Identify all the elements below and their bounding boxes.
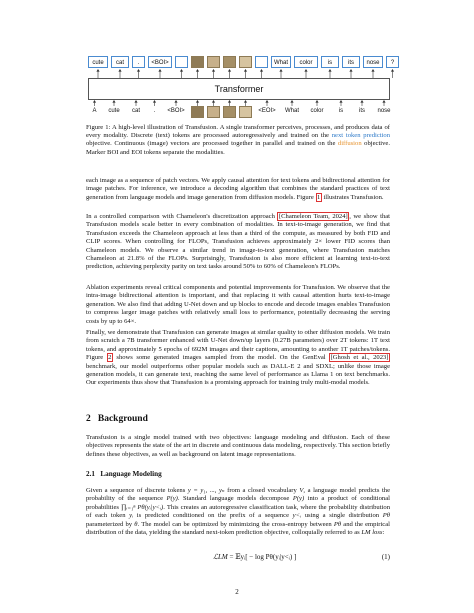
figure-ref-2[interactable]: 2 xyxy=(108,354,112,362)
p6-m1: y = y₁, ..., yₙ xyxy=(187,487,225,494)
para1-text-b: illustrates Transfusion. xyxy=(321,193,384,201)
input-arrow-head xyxy=(265,100,268,103)
input-token: What xyxy=(284,108,299,114)
input-image-patch xyxy=(223,106,236,118)
para4-text-b: shows some generated images sampled from the model. On the GenEval xyxy=(112,354,330,362)
input-token: cute xyxy=(108,108,120,114)
output-token: . xyxy=(132,56,145,68)
input-token: its xyxy=(359,108,365,114)
input-token: is xyxy=(338,108,344,114)
input-arrow-head xyxy=(134,100,137,103)
input-arrow-head xyxy=(315,100,318,103)
input-token: color xyxy=(310,108,324,114)
p6-t4: . Standard language models decompose xyxy=(177,495,293,503)
subsection-title: Language Modeling xyxy=(100,470,162,478)
input-arrow-head xyxy=(93,100,96,103)
output-arrow-head xyxy=(244,69,247,72)
input-image-patch xyxy=(191,106,204,118)
para4-text-c: benchmark, our model outperforms other popular models such as DALL-E 2 and SDXL; unlike those image generation models, it can generate text, reaching the same level of performance as Llama 1 on text benchmarks. Our experiments thus show that Transfusion is a promising approach for training truly multi-modal models. xyxy=(86,362,390,387)
para3-text: Ablation experiments reveal critical components and potential improvements for Transfusion. We observe that the intra-image bidirectional attention is important, and that replacing it with causal attention hurts text-to-image generation. We also find that adding U-Net down and up blocks to encode and decode images enables Transfusion to compress larger image patches with relatively small loss to performance, potentially decreasing the serving costs by up to 64×. xyxy=(86,284,390,325)
paragraph-6 xyxy=(86,487,390,537)
input-token: A xyxy=(92,108,97,114)
para4-text-a: Finally, we demonstrate that Transfusion can generate images at similar quality to other diffusion models. We train from scratch a 7B transformer enhanced with U-Net down/up layers (0.27B parameters) over 2T tokens: 1T text tokens, and approximately 5 epochs of 692M images and their captions, amounting to another 1T patches/tokens. Figure xyxy=(86,329,390,362)
output-token: ? xyxy=(386,56,399,68)
figure-ref-1[interactable]: 1 xyxy=(317,193,321,201)
input-arrow-head xyxy=(153,100,156,103)
input-arrow-head xyxy=(228,100,231,103)
p6-em: LM loss xyxy=(361,529,383,537)
output-token: its xyxy=(342,56,360,68)
input-arrow-head xyxy=(382,100,385,103)
input-arrow-head xyxy=(174,100,177,103)
output-token: <BOI> xyxy=(148,56,172,68)
p6-t7: is predicted conditioned on the prefix of a sequence xyxy=(133,512,293,520)
paragraph-2 xyxy=(86,213,390,272)
output-token: color xyxy=(294,56,318,68)
page-number: 2 xyxy=(235,588,239,596)
p6-m6: yᵢ xyxy=(129,512,134,520)
p6-t10: . The model can be optimized by minimizing the cross-entropy between xyxy=(137,520,334,528)
input-arrow-head xyxy=(212,100,215,103)
output-arrow-head xyxy=(328,69,331,72)
output-arrow-head xyxy=(304,69,307,72)
p6-m7: y<ᵢ xyxy=(292,512,302,520)
p6-m8: Pθ xyxy=(382,512,390,520)
transformer-block: Transformer xyxy=(88,78,390,100)
input-arrow-head xyxy=(290,100,293,103)
output-arrow-head xyxy=(349,69,352,72)
equation-rhs: = 𝔼yᵢ[ − log Pθ(yᵢ|y<ᵢ) ] xyxy=(229,553,297,561)
subsection-heading-lm xyxy=(86,470,162,478)
output-arrow-head xyxy=(391,69,394,72)
section-heading-background xyxy=(86,414,148,424)
p6-m2: V xyxy=(299,487,304,494)
output-arrow-head xyxy=(118,69,121,72)
input-arrow-head xyxy=(196,100,199,103)
para2-text-a: In a controlled comparison with Chameleon's discretization approach xyxy=(86,213,278,220)
caption-text-2: objective. Continuous (image) vectors are processed together in parallel and trained on the xyxy=(86,140,338,148)
input-arrow-head xyxy=(112,100,115,103)
para5-text: Transfusion is a single model trained with two objectives: language modeling and diffusion. Each of these objectives represents the state of the art in discrete and continuous data modeling, respectively. This section briefly defines these objectives, as well as background on latent image representations. xyxy=(86,434,390,458)
p6-t11: and the empirical distribution of the data, yielding the standard next-token prediction objective, colloquially referred to as xyxy=(86,520,390,537)
output-arrow-head xyxy=(196,69,199,72)
equation-body xyxy=(213,553,296,561)
output-token: What xyxy=(271,56,291,68)
output-arrow-head xyxy=(96,69,99,72)
output-arrow-head xyxy=(212,69,215,72)
input-token: <EOI> xyxy=(258,108,276,114)
input-image-patch xyxy=(239,106,252,118)
output-arrow-head xyxy=(371,69,374,72)
paragraph-4 xyxy=(86,329,390,388)
output-arrow-head xyxy=(180,69,183,72)
input-image-patch xyxy=(207,106,220,118)
p6-t9: parameterized by xyxy=(86,520,135,528)
p6-t3: , a language model predicts the probability of the sequence xyxy=(86,487,391,503)
input-token: <BOI> xyxy=(167,108,185,114)
equation-lhs: ℒLM xyxy=(213,553,228,561)
section-number: 2 xyxy=(86,414,91,424)
section-title: Background xyxy=(97,414,148,424)
input-arrow-head xyxy=(244,100,247,103)
caption-text-3: objective. Marker BOI and EOI tokens separate the modalities. xyxy=(86,140,390,156)
input-token: cat xyxy=(131,108,140,114)
equation-1 xyxy=(86,553,390,563)
citation-chameleon[interactable]: [Chameleon Team, 2024] xyxy=(278,213,348,220)
para1-text-a: each image as a sequence of patch vectors. We apply causal attention for text tokens and bidirectional attention for image patches. For inference, we introduce a decoding algorithm that combines the standard practices of text generation from language models and image generation from diffusion models. Figure xyxy=(86,177,390,201)
p6-m3: P(y) xyxy=(166,495,178,503)
output-token: nose xyxy=(363,56,383,68)
p6-t12: : xyxy=(382,529,385,537)
subsection-number: 2.1 xyxy=(86,470,95,478)
output-arrow-head xyxy=(137,69,140,72)
input-token-row xyxy=(88,106,397,118)
para2-text-b: , we show that Transfusion models scale better in every combination of modalities. In text-to-image generation, we find that Transfusion exceeds the Chameleon approach at less than a third of the compute, as measured by both FID and CLIP scores. When controlling for FLOPs, Transfusion achieves approximately 2× lower FID scores than Chameleon models. We observe a similar trend in image-to-text generation, where Transfusion matches Chameleon at 21.8% of the FLOPs. Surprisingly, Transfusion is also more efficient at learning text-to-text prediction, achieving perplexity parity on text tasks around 50% to 60% of Chameleon's FLOPs. xyxy=(86,213,391,271)
paragraph-3 xyxy=(86,284,390,326)
output-token: cat xyxy=(111,56,129,68)
p6-m10: Pθ xyxy=(333,520,342,528)
p6-m4: P(y) xyxy=(292,495,305,503)
output-arrow-head xyxy=(279,69,282,72)
input-token: . xyxy=(153,108,156,114)
input-arrow-head xyxy=(360,100,363,103)
p6-t5: into a product of conditional probabilities xyxy=(86,495,390,511)
p6-m5: ∏ᵢ₌₁ⁿ Pθ(yᵢ|y<ᵢ) xyxy=(121,503,164,511)
input-arrow-head xyxy=(339,100,342,103)
caption-text-1: Figure 1: A high-level illustration of Transfusion. A single transformer perceives, processes, and produces data of every modality. Discrete (text) tokens are processed autoregressively and trained on the xyxy=(86,124,390,140)
output-arrow-head xyxy=(260,69,263,72)
paragraph-5 xyxy=(86,434,390,459)
caption-diffusion-link[interactable]: diffusion xyxy=(337,140,362,148)
figure-arrows xyxy=(0,0,474,120)
output-token: cute xyxy=(88,56,108,68)
p6-t6: . This creates an autoregressive classification task, where the probability distribution of each token xyxy=(86,503,390,520)
input-token: nose xyxy=(377,108,391,114)
p6-m9: θ xyxy=(134,520,138,528)
output-token: is xyxy=(321,56,339,68)
output-arrow-head xyxy=(158,69,161,72)
paragraph-1 xyxy=(86,177,390,202)
equation-number: (1) xyxy=(381,553,390,561)
p6-t2: from a closed vocabulary xyxy=(224,487,300,494)
p6-t8: using a single distribution xyxy=(301,512,383,520)
caption-next-token-link[interactable]: next token prediction xyxy=(331,132,391,140)
citation-ghosh[interactable]: [Ghosh et al., 2023] xyxy=(330,354,389,362)
figure-caption xyxy=(86,124,390,157)
output-arrow-head xyxy=(228,69,231,72)
p6-t1: Given a sequence of discrete tokens xyxy=(86,487,188,494)
